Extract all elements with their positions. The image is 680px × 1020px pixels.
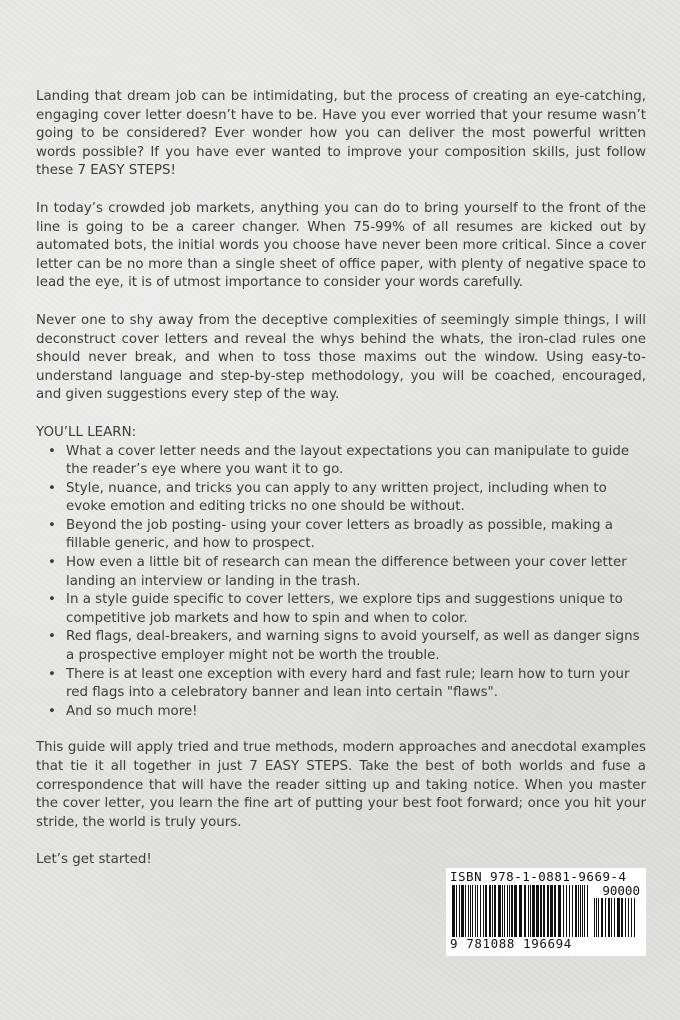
barcode-bar [477, 885, 478, 937]
barcode-bar [580, 885, 581, 937]
barcode-bar [461, 885, 464, 937]
barcode-bar [483, 885, 484, 937]
barcode-bar [584, 885, 585, 937]
learn-item: • Red flags, deal-breakers, and warning signs to avoid yourself, as well as danger signs a prospective employer might not be worth the trouble. [48, 629, 640, 664]
learn-list [36, 443, 646, 722]
barcode-bar [617, 898, 620, 937]
barcode-bar [540, 885, 542, 937]
learn-item: • And so much more! [36, 703, 646, 722]
price-code: 90000 [602, 883, 640, 898]
learn-item: • Beyond the job posting- using your cover letters as broadly as possible, making a fillable generic, and how to prospect. [48, 517, 614, 552]
barcode-bar [601, 898, 603, 937]
barcode-bar [572, 885, 573, 937]
barcode-bar [550, 885, 553, 937]
isbn-barcode [446, 868, 646, 956]
isbn-label: ISBN 978-1-0881-9669-4 [450, 869, 627, 884]
addon-bars [594, 898, 638, 937]
barcode-bar [625, 898, 626, 937]
barcode-bar [480, 885, 481, 937]
barcode-bar [575, 885, 577, 937]
barcode-bar [494, 885, 496, 937]
bullet-icon: • [48, 629, 56, 645]
barcode-bar [536, 885, 539, 937]
barcode-bar [509, 885, 510, 937]
learn-item: • What a cover letter needs and the layout expectations you can manipulate to guide the reader’s eye where you want it to go. [48, 443, 630, 478]
barcode-bar [631, 898, 632, 937]
bullet-icon: • [48, 480, 56, 496]
learn-item: • How even a little bit of research can mean the difference between your cover letter landing an interview or landing in the trash. [48, 555, 627, 589]
learn-item: • Style, nuance, and tricks you can apply to any written project, including when to evoke emotion and editing tricks no one should be without. [48, 480, 607, 515]
bullet-icon: • [48, 555, 56, 571]
barcode-bar [598, 898, 599, 937]
barcode-bar [569, 885, 570, 937]
learn-heading: YOU’LL LEARN: [36, 424, 137, 440]
barcode-bar [563, 885, 564, 937]
barcode-bar [596, 898, 597, 937]
barcode-bar [452, 885, 455, 937]
barcode-bar [472, 885, 473, 937]
learn-item: • There is at least one exception with every hard and fast rule; learn how to turn your red flags into a celebratory banner and lean into certain "flaws". [48, 666, 630, 701]
barcode-bar [608, 898, 610, 937]
barcode-bar [514, 885, 517, 937]
barcode-bar [502, 885, 503, 937]
barcode-bar [628, 898, 629, 937]
barcode-bar [475, 885, 476, 937]
barcode-bar [459, 885, 460, 937]
barcode-bar [492, 885, 493, 937]
barcode-bar [507, 885, 508, 937]
bullet-icon: • [48, 517, 56, 533]
back-cover-text [36, 88, 646, 870]
barcode-bar [465, 885, 466, 937]
barcode-bar [634, 898, 635, 937]
bullet-icon: • [48, 666, 56, 682]
barcode-bar [530, 885, 531, 937]
barcode-bar [543, 885, 545, 937]
bullet-icon: • [48, 592, 56, 608]
barcode-bar [528, 885, 529, 937]
barcode-bar [532, 885, 535, 937]
barcode-digits: 9 781088 196694 [450, 936, 572, 951]
barcode-bar [456, 885, 457, 937]
learn-item: • In a style guide specific to cover letters, we explore tips and suggestions unique to competitive job markets and how to spin and when to color. [48, 592, 623, 626]
barcode-bar [605, 898, 606, 937]
barcode-bar [578, 885, 579, 937]
barcode-bar [468, 885, 469, 937]
barcode-bar [485, 885, 487, 937]
barcode-bar [594, 898, 595, 937]
barcode-bar [504, 885, 505, 937]
barcode-bar [498, 885, 501, 937]
barcode-bar [558, 885, 561, 937]
barcode-bar [519, 885, 522, 937]
barcode-bar [470, 885, 471, 937]
barcode-bar [489, 885, 491, 937]
barcode-bar [511, 885, 513, 937]
ean-bars [452, 885, 590, 937]
author-approach-paragraph: Never one to shy away from the deceptive complexities of seemingly simple things, I will deconstruct cover letters and reveal the whys behind the whats, the iron-clad rules one should never break, and when to toss those maxims out the window. Using easy-to-understand language and step-by-step methodology, you will be coached, encouraged, and given suggestions every step of the way. [36, 312, 646, 403]
bullet-icon: • [48, 703, 56, 719]
barcode-bar [547, 885, 549, 937]
barcode-bar [566, 885, 567, 937]
intro-paragraph: Landing that dream job can be intimidating, but the process of creating an eye-catching, engaging cover letter doesn’t have to be. Have you ever worried that your resume wasn’t going to be considered? Ever wonder how you can deliver the most powerful written words possible? If you have ever wanted to improve your composition skills, just follow these 7 EASY STEPS! [36, 89, 646, 179]
barcode-bar [614, 898, 615, 937]
sign-off: Let’s get started! [36, 852, 152, 868]
closing-paragraph: This guide will apply tried and true methods, modern approaches and anecdotal examples that tie it all together in just 7 EASY STEPS. Take the best of both worlds and fuse a correspondence that will have the reader sitting up and taking notice. When you master the cover letter, you learn the fine art of putting your best foot forward; once you hit your stride, the world is truly yours. [36, 740, 646, 830]
barcode-bar [554, 885, 556, 937]
job-market-paragraph: In today’s crowded job markets, anything you can do to bring yourself to the front of the line is going to be a career changer. When 75-99% of all resumes are kicked out by automated bots, the initial words you choose have never been more critical. Since a cover letter can be no more than a single sheet of office paper, with plenty of negative space to lead the eye, it is of utmost importance to consider your words carefully. [36, 200, 646, 291]
barcode-bar [524, 885, 526, 937]
barcode-bar [587, 885, 588, 937]
barcode-bar [621, 898, 623, 937]
barcode-bar [611, 898, 612, 937]
bullet-icon: • [48, 443, 56, 459]
barcode-bar [582, 885, 583, 937]
